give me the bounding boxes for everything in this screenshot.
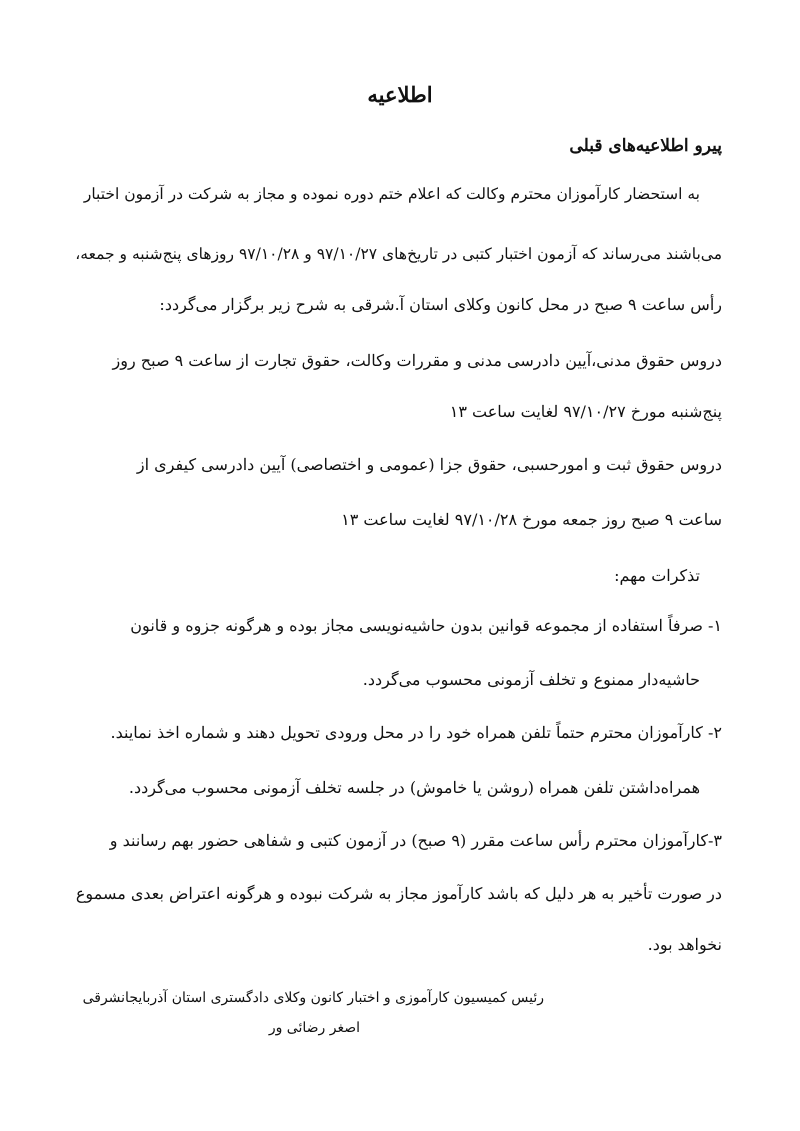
signature-position: رئیس کمیسیون کارآموزی و اختبار کانون وکلای دادگستری استان آذربایجانشرقی bbox=[82, 990, 544, 1006]
paragraph-line-6: دروس حقوق ثبت و امورحسبی، حقوق جزا (عمومی و اختصاصی) آیین دادرسی کیفری از bbox=[136, 455, 722, 474]
paragraph-line-1: به استحضار کارآموزان محترم وکالت که اعلام ختم دوره نموده و مجاز به شرکت در آزمون اختبار bbox=[83, 185, 700, 203]
notice-subtitle: پیرو اطلاعیه‌های قبلی bbox=[569, 136, 722, 156]
note-1-line-2: حاشیه‌دار ممنوع و تخلف آزمونی محسوب می‌گردد. bbox=[362, 670, 700, 689]
paragraph-line-4: دروس حقوق مدنی،آیین دادرسی مدنی و مقررات وکالت، حقوق تجارت از ساعت ۹ صبح روز bbox=[112, 351, 722, 370]
note-2-line-1: ۲- کارآموزان محترم حتماً تلفن همراه خود را در محل ورودی تحویل دهند و شماره اخذ نمایند. bbox=[110, 723, 722, 742]
signature-name: اصغر رضائی ور bbox=[268, 1020, 360, 1036]
note-1-line-1: ۱- صرفاً استفاده از مجموعه قوانین بدون حاشیه‌نویسی مجاز بوده و هرگونه جزوه و قانون bbox=[130, 616, 722, 635]
note-2-line-2: همراه‌داشتن تلفن همراه (روشن یا خاموش) در جلسه تخلف آزمونی محسوب می‌گردد. bbox=[128, 778, 700, 797]
note-3-line-1: ۳-کارآموزان محترم رأس ساعت مقرر (۹ صبح) در آزمون کتبی و شفاهی حضور بهم رسانند و bbox=[109, 831, 722, 850]
paragraph-line-3: رأس ساعت ۹ صبح در محل کانون وکلای استان آ.شرقی به شرح زیر برگزار می‌گردد: bbox=[159, 295, 722, 314]
notes-heading: تذکرات مهم: bbox=[614, 566, 700, 585]
paragraph-line-2: می‌باشند می‌رساند که آزمون اختبار کتبی در تاریخ‌های ۹۷/۱۰/۲۷ و ۹۷/۱۰/۲۸ روزهای پنج‌شنبه و جمعه، bbox=[75, 245, 722, 263]
notice-title: اطلاعیه bbox=[367, 82, 433, 107]
note-3-line-3: نخواهد بود. bbox=[647, 935, 722, 954]
note-3-line-2: در صورت تأخیر به هر دلیل که باشد کارآموز مجاز به شرکت نبوده و هرگونه اعتراض بعدی مسموع bbox=[75, 884, 722, 903]
paragraph-line-7: ساعت ۹ صبح روز جمعه مورخ ۹۷/۱۰/۲۸ لغایت ساعت ۱۳ bbox=[341, 510, 722, 529]
paragraph-line-5: پنج‌شنبه مورخ ۹۷/۱۰/۲۷ لغایت ساعت ۱۳ bbox=[449, 402, 722, 421]
